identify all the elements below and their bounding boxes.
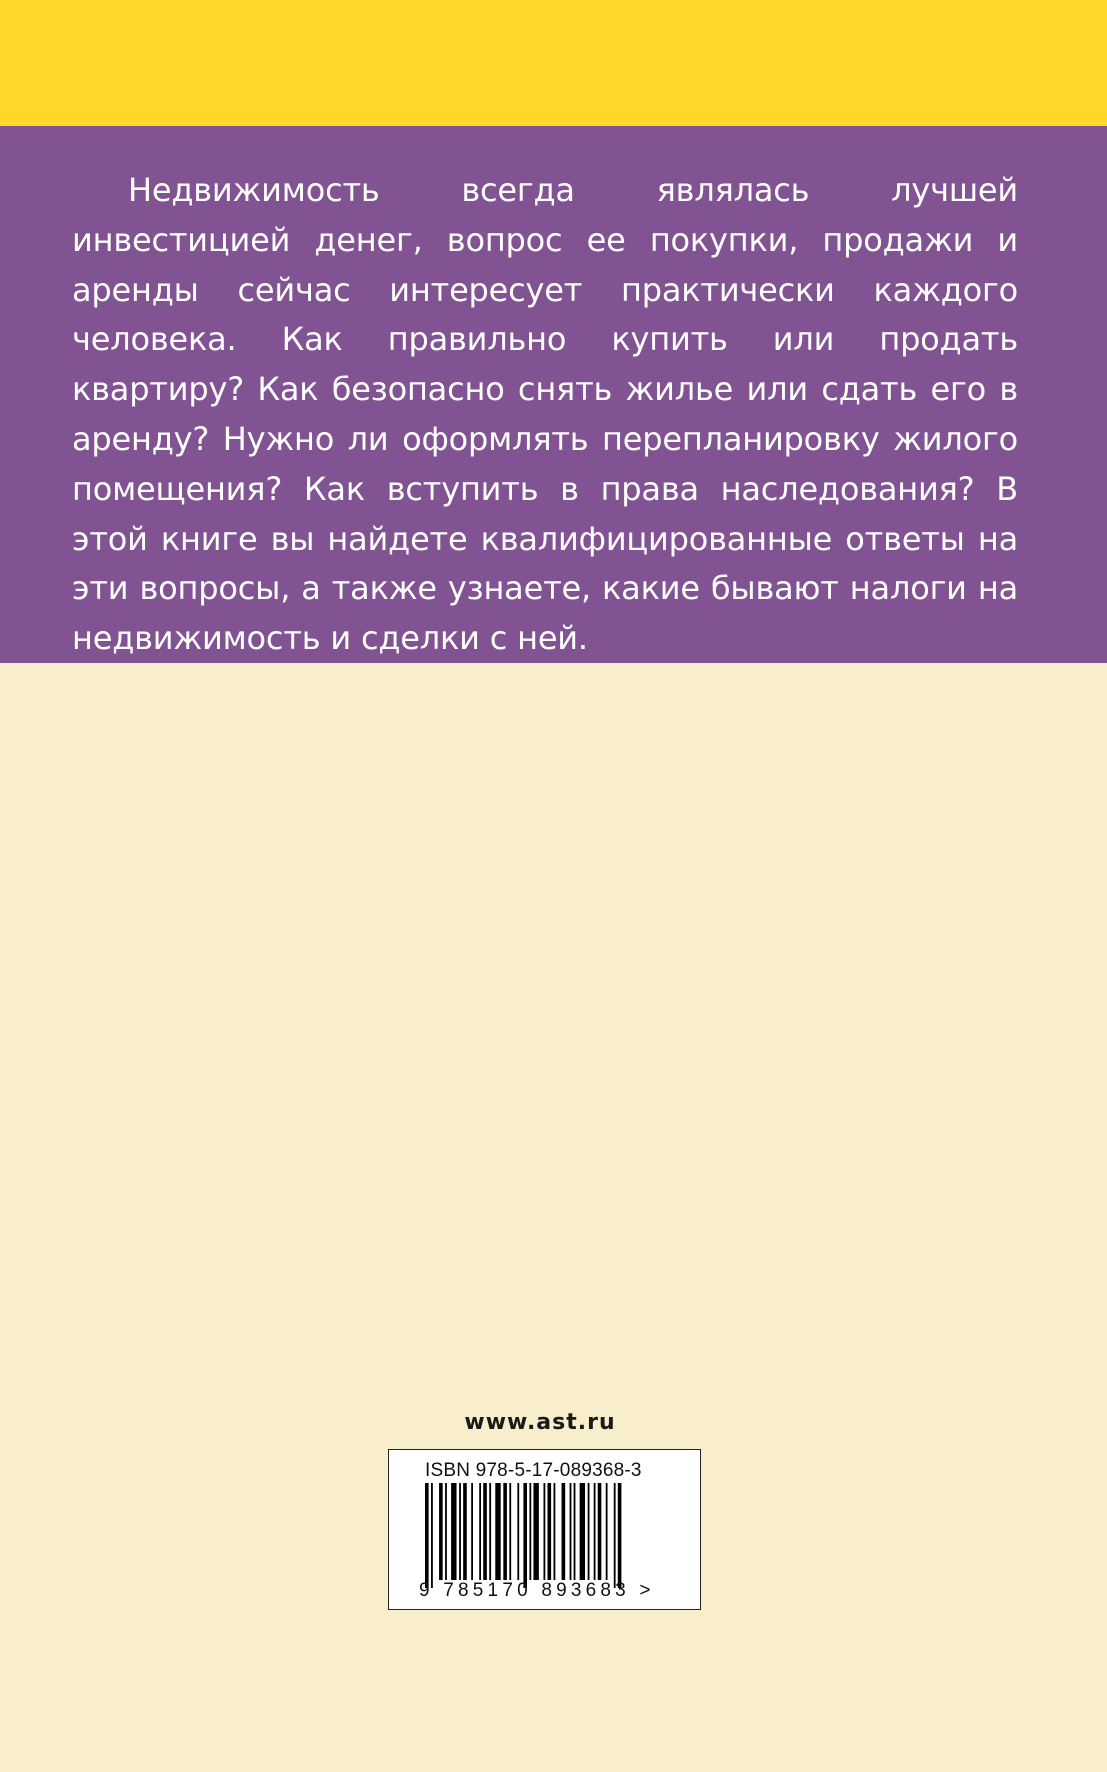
barcode-icon [425, 1483, 670, 1588]
publisher-website: www.ast.ru [464, 1410, 616, 1435]
book-description: Недвижимость всегда являлась лучшей инвестицией денег, вопрос ее покупки, продажи и аренды сейчас интересует практически каждого человека. Как правильно купить или продать квартиру? Как безопасно снять жилье или сдать его в аренду? Нужно ли оформлять перепланировку жилого помещения? Как вступить в права наследования? В этой книге вы найдете квалифицированные ответы на эти вопросы, а также узнаете, какие бывают налоги на недвижимость и сделки с ней. [72, 171, 1018, 658]
barcode-digits: 9 785170 893683 > [419, 1580, 655, 1601]
isbn-barcode-box [388, 1449, 701, 1610]
isbn-label: ISBN 978-5-17-089368-3 [425, 1460, 642, 1481]
top-yellow-band [0, 0, 1107, 126]
